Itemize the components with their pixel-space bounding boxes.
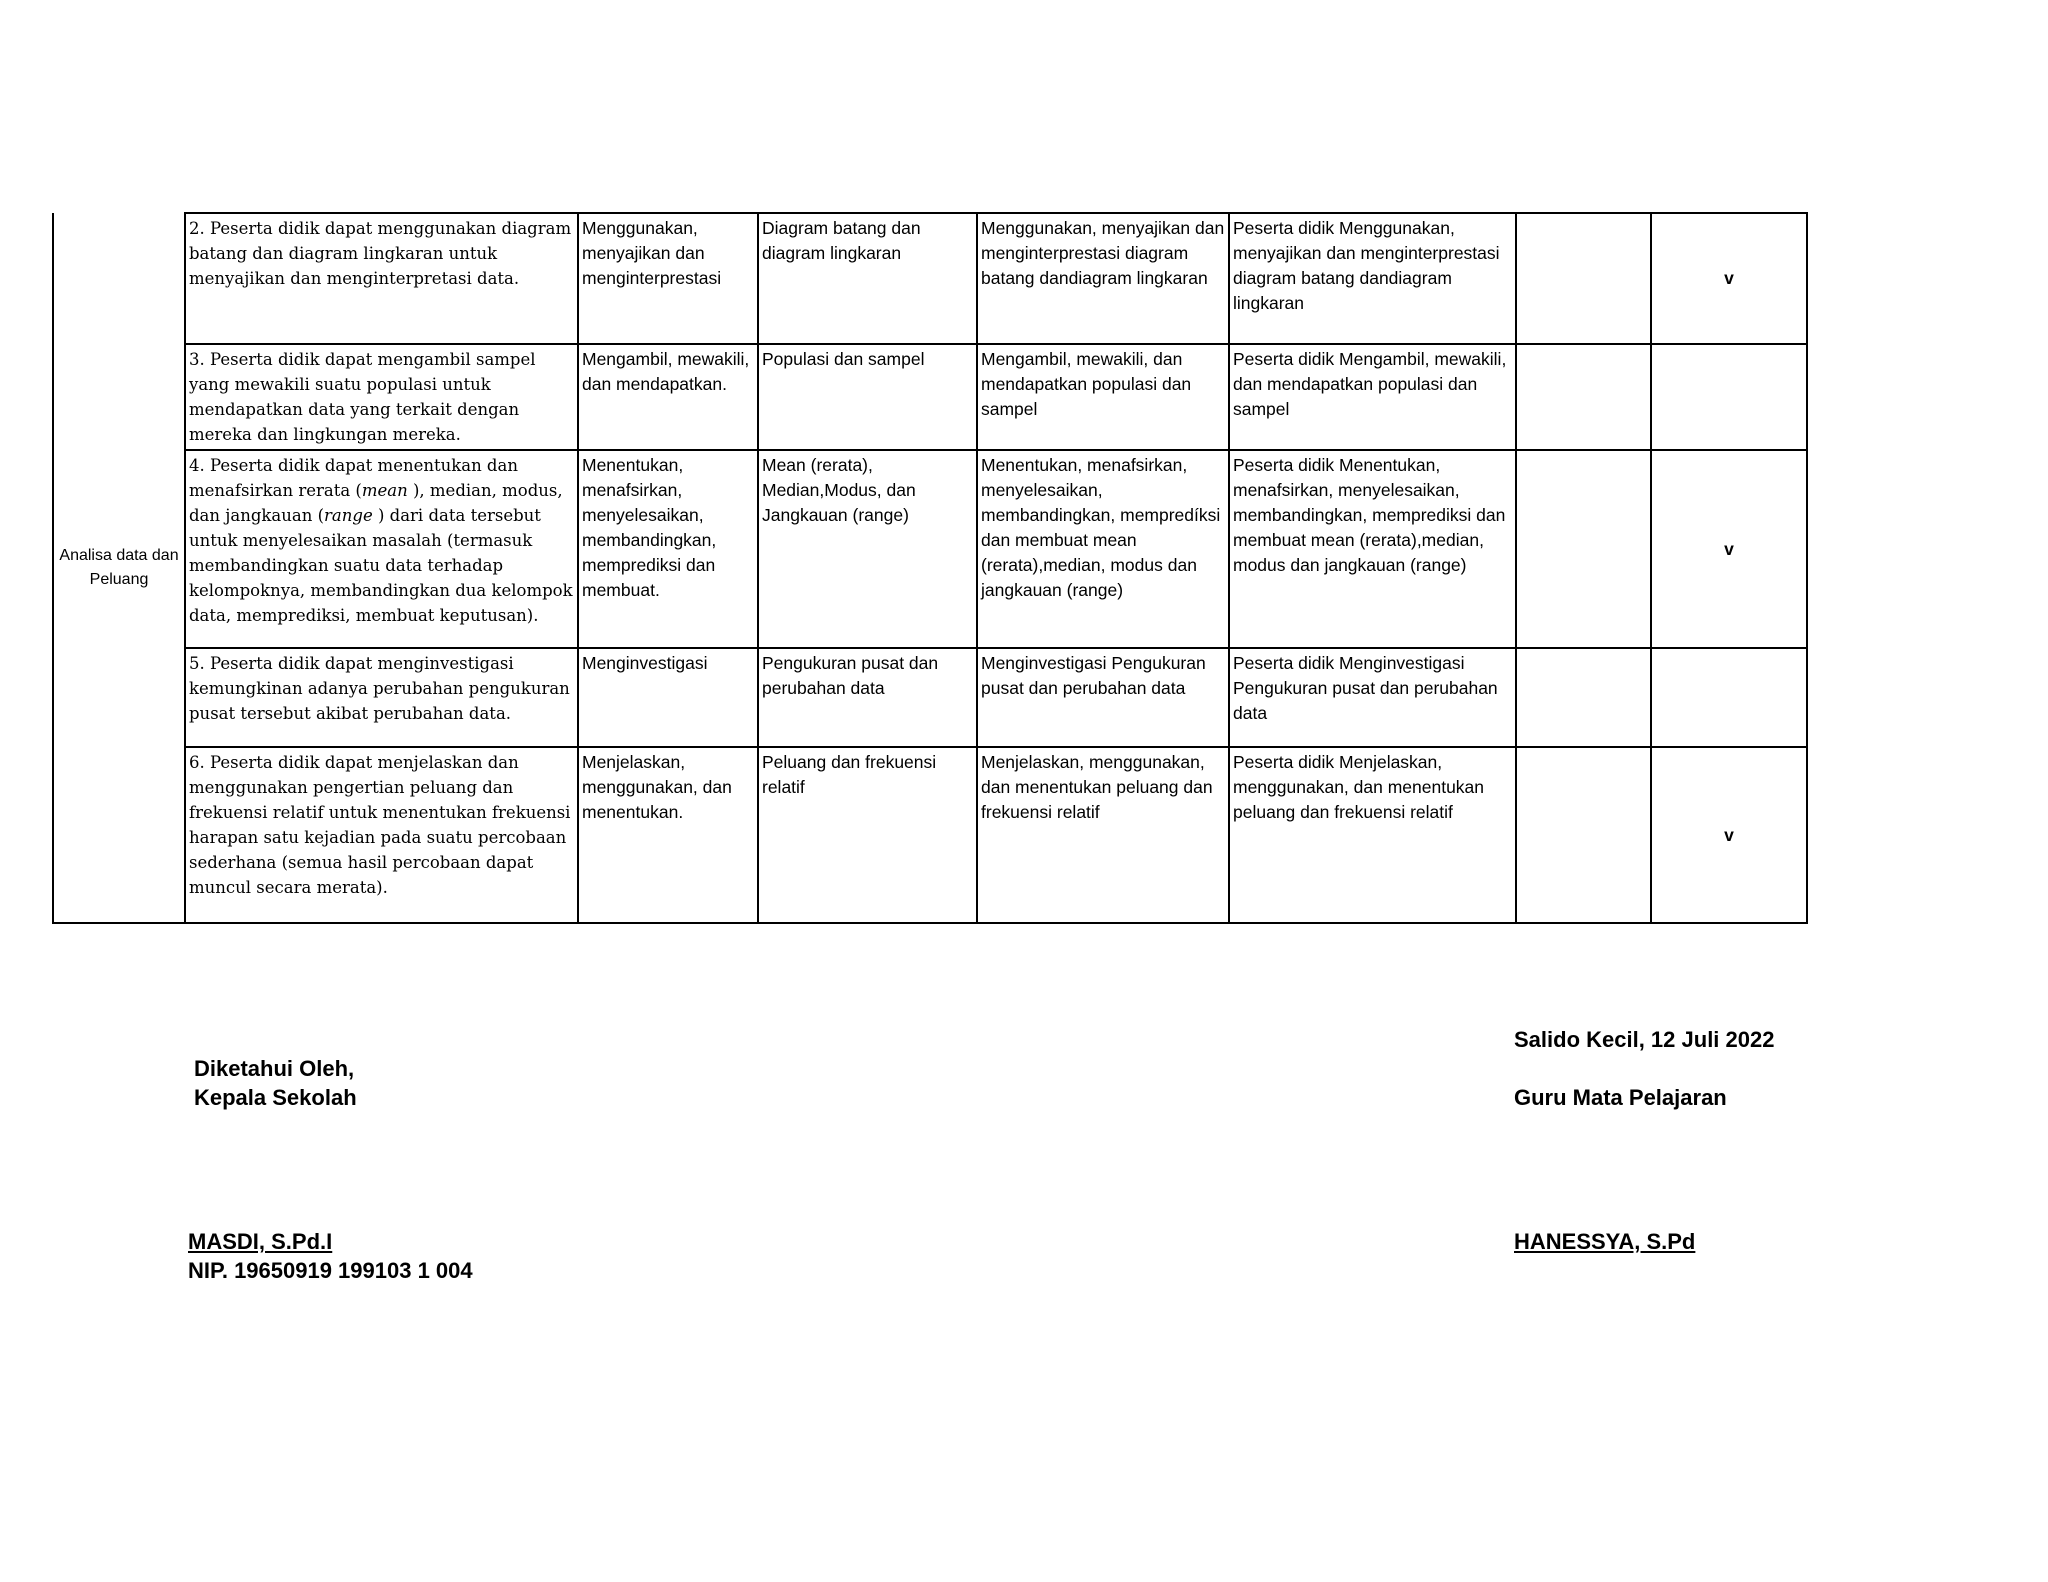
place-date: Salido Kecil, 12 Juli 2022 [1514,1027,1775,1052]
material-cell: Peluang dan frekuensi relatif [758,747,977,923]
check-mark: v [1651,747,1807,923]
objective-emphasis: range [324,506,373,525]
empty-cell [1516,344,1651,450]
material-cell: Pengukuran pusat dan perubahan data [758,648,977,747]
material-cell: Mean (rerata), Median,Modus, dan Jangkauan (range) [758,450,977,648]
check-mark: v [1651,213,1807,344]
outcome-cell: Peserta didik Menjelaskan, menggunakan, dan menentukan peluang dan frekuensi relatif [1229,747,1516,923]
principal-role-label: Kepala Sekolah [194,1085,357,1110]
objective-cell: 5. Peserta didik dapat menginvestigasi kemungkinan adanya perubahan pengukuran pusat tersebut akibat perubahan data. [185,648,578,747]
verbs-cell: Menggunakan, menyajikan dan menginterprestasi [578,213,758,344]
teacher-name: HANESSYA, S.Pd [1514,1229,1696,1254]
verbs-cell: Mengambil, mewakili, dan mendapatkan. [578,344,758,450]
table-row [53,213,1807,344]
check-mark [1651,344,1807,450]
indicator-cell: Menjelaskan, menggunakan, dan menentukan peluang dan frekuensi relatif [977,747,1229,923]
objective-text: ) dari data tersebut untuk menyelesaikan masalah (termasuk membandingkan suatu data terhadap kelompoknya, membandingkan dua kelompok data, memprediksi, membuat keputusan). [189,506,573,625]
table-row [53,747,1807,923]
table-row [53,450,1807,648]
objective-text: ), median, modus, dan jangkauan ( [189,481,563,525]
check-mark: v [1651,450,1807,648]
principal-nip: NIP. 19650919 199103 1 004 [188,1258,473,1283]
table-row [53,344,1807,450]
objective-cell: 2. Peserta didik dapat menggunakan diagram batang dan diagram lingkaran untuk menyajikan dan menginterpretasi data. [185,213,578,344]
objective-emphasis: mean [361,481,408,500]
objective-cell: 3. Peserta didik dapat mengambil sampel yang mewakili suatu populasi untuk mendapatkan data yang terkait dengan mereka dan lingkungan mereka. [185,344,578,450]
indicator-cell: Mengambil, mewakili, dan mendapatkan populasi dan sampel [977,344,1229,450]
learning-objectives-table [52,212,1808,924]
outcome-cell: Peserta didik Menentukan, menafsirkan, menyelesaikan, membandingkan, memprediksi dan membuat mean (rerata),median, modus dan jangkauan (range) [1229,450,1516,648]
objective-cell: 6. Peserta didik dapat menjelaskan dan menggunakan pengertian peluang dan frekuensi relatif untuk menentukan frekuensi harapan satu kejadian pada suatu percobaan sederhana (semua hasil percobaan dapat muncul secara merata). [185,747,578,923]
table-row [53,648,1807,747]
category-cell: Analisa data dan Peluang [53,213,185,923]
principal-name: MASDI, S.Pd.I [188,1229,333,1254]
outcome-cell: Peserta didik Mengambil, mewakili, dan mendapatkan populasi dan sampel [1229,344,1516,450]
verbs-cell: Menginvestigasi [578,648,758,747]
empty-cell [1516,747,1651,923]
material-cell: Populasi dan sampel [758,344,977,450]
empty-cell [1516,648,1651,747]
objective-text: 4. Peserta didik dapat menentukan dan menafsirkan rerata ( [189,456,518,500]
verbs-cell: Menjelaskan, menggunakan, dan menentukan. [578,747,758,923]
indicator-cell: Menggunakan, menyajikan dan menginterprestasi diagram batang dandiagram lingkaran [977,213,1229,344]
indicator-cell: Menginvestigasi Pengukuran pusat dan perubahan data [977,648,1229,747]
outcome-cell: Peserta didik Menggunakan, menyajikan dan menginterprestasi diagram batang dandiagram lingkaran [1229,213,1516,344]
indicator-cell: Menentukan, menafsirkan, menyelesaikan, membandingkan, mempredíksi dan membuat mean (rerata),median, modus dan jangkauan (range) [977,450,1229,648]
teacher-role-label: Guru Mata Pelajaran [1514,1085,1727,1110]
empty-cell [1516,450,1651,648]
acknowledged-by-label: Diketahui Oleh, [194,1056,355,1081]
material-cell: Diagram batang dan diagram lingkaran [758,213,977,344]
outcome-cell: Peserta didik Menginvestigasi Pengukuran pusat dan perubahan data [1229,648,1516,747]
empty-cell [1516,213,1651,344]
objective-cell [185,450,578,648]
check-mark [1651,648,1807,747]
verbs-cell: Menentukan, menafsirkan, menyelesaikan, membandingkan, memprediksi dan membuat. [578,450,758,648]
